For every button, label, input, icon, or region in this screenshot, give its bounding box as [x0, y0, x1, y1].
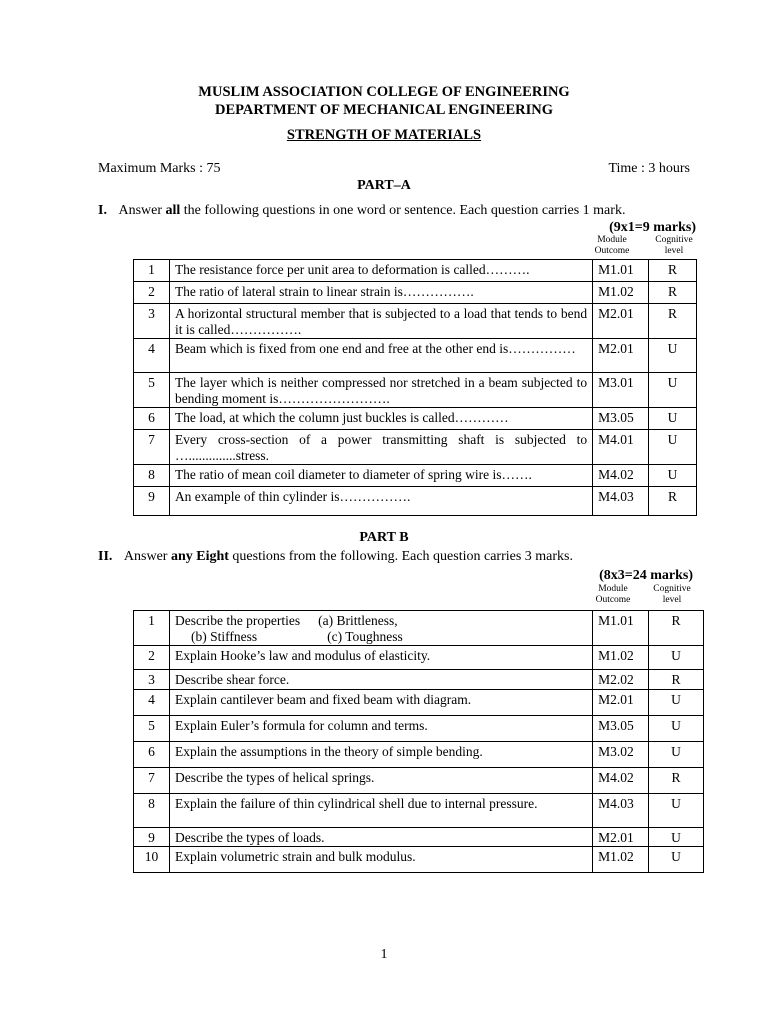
- table-row: [134, 715, 704, 741]
- module-outcome: M4.03: [593, 487, 649, 516]
- question-number: 9: [134, 827, 170, 847]
- table-row: [134, 282, 697, 304]
- table-row: [134, 487, 697, 516]
- table-row: [134, 408, 697, 430]
- question-text: A horizontal structural member that is subjected to a load that tends to bend it is called…………….: [169, 304, 592, 339]
- question-number: 2: [134, 646, 170, 670]
- table-row: [134, 847, 704, 873]
- page-number: 1: [380, 947, 388, 962]
- question-number: 5: [134, 373, 170, 408]
- part-b-col-cognitive: Cognitive level: [653, 584, 691, 605]
- question-text: The layer which is neither compressed nor stretched in a beam subjected to bending moment is…………………….: [169, 373, 592, 408]
- question-text: Explain cantilever beam and fixed beam with diagram.: [169, 689, 592, 715]
- question-text: Describe the types of helical springs.: [169, 767, 592, 793]
- question-number: 8: [134, 793, 170, 827]
- question-text: Describe the types of loads.: [169, 827, 592, 847]
- cognitive-level: U: [649, 430, 697, 465]
- table-row: [134, 339, 697, 373]
- module-outcome: M1.01: [593, 611, 649, 646]
- part-a-instruction: I. Answer all the following questions in one word or sentence. Each question carries 1 mark.: [98, 203, 626, 218]
- module-outcome: M2.02: [593, 670, 649, 690]
- department-name: DEPARTMENT OF MECHANICAL ENGINEERING: [215, 102, 553, 118]
- question-number: 1: [134, 611, 170, 646]
- part-a-col-module: Module Outcome: [594, 235, 630, 256]
- question-number: 1: [134, 260, 170, 282]
- table-row: [134, 827, 704, 847]
- module-outcome: M2.01: [593, 304, 649, 339]
- table-row: [134, 767, 704, 793]
- part-b-title: PART B: [359, 530, 409, 545]
- cognitive-level: U: [649, 793, 704, 827]
- cognitive-level: U: [649, 847, 704, 873]
- cognitive-level: U: [649, 646, 704, 670]
- question-text: Explain Hooke’s law and modulus of elasticity.: [169, 646, 592, 670]
- cognitive-level: U: [649, 408, 697, 430]
- table-row: [134, 793, 704, 827]
- question-number: 4: [134, 689, 170, 715]
- question-text: Describe the properties (a) Brittleness, (b) Stiffness (c) Toughness: [169, 611, 592, 646]
- exam-time: Time : 3 hours: [608, 161, 690, 176]
- cognitive-level: R: [649, 487, 697, 516]
- module-outcome: M3.01: [593, 373, 649, 408]
- table-row: [134, 741, 704, 767]
- module-outcome: M1.02: [593, 282, 649, 304]
- max-marks: Maximum Marks : 75: [98, 161, 221, 176]
- table-row: [134, 430, 697, 465]
- question-number: 3: [134, 304, 170, 339]
- question-number: 2: [134, 282, 170, 304]
- module-outcome: M3.02: [593, 741, 649, 767]
- part-a-marks: (9x1=9 marks): [609, 220, 696, 235]
- cognitive-level: U: [649, 715, 704, 741]
- question-number: 6: [134, 408, 170, 430]
- table-row: [134, 689, 704, 715]
- part-b-table: [133, 610, 704, 873]
- table-row: [134, 304, 697, 339]
- part-b-col-module: Module Outcome: [595, 584, 631, 605]
- question-text: Beam which is fixed from one end and free at the other end is……………: [169, 339, 592, 373]
- cognitive-level: U: [649, 339, 697, 373]
- module-outcome: M1.02: [593, 847, 649, 873]
- question-number: 8: [134, 465, 170, 487]
- question-text: Explain the assumptions in the theory of simple bending.: [169, 741, 592, 767]
- table-row: [134, 260, 697, 282]
- module-outcome: M4.03: [593, 793, 649, 827]
- question-number: 3: [134, 670, 170, 690]
- part-a-table: [133, 259, 697, 516]
- module-outcome: M4.02: [593, 767, 649, 793]
- cognitive-level: U: [649, 827, 704, 847]
- cognitive-level: R: [649, 304, 697, 339]
- question-text: Explain Euler’s formula for column and terms.: [169, 715, 592, 741]
- part-b-instruction: II. Answer any Eight questions from the following. Each question carries 3 marks.: [98, 549, 574, 564]
- question-text: The load, at which the column just buckles is called…………: [169, 408, 592, 430]
- table-row: [134, 465, 697, 487]
- cognitive-level: U: [649, 741, 704, 767]
- part-a-title: PART–A: [357, 178, 411, 193]
- cognitive-level: R: [649, 282, 697, 304]
- module-outcome: M2.01: [593, 827, 649, 847]
- part-b-marks: (8x3=24 marks): [599, 568, 693, 583]
- part-b-roman: II.: [98, 549, 113, 564]
- subject-title: STRENGTH OF MATERIALS: [286, 127, 482, 143]
- module-outcome: M3.05: [593, 715, 649, 741]
- part-a-roman: I.: [98, 203, 107, 218]
- module-outcome: M3.05: [593, 408, 649, 430]
- question-text: Explain volumetric strain and bulk modulus.: [169, 847, 592, 873]
- question-number: 5: [134, 715, 170, 741]
- cognitive-level: R: [649, 260, 697, 282]
- table-row: [134, 670, 704, 690]
- table-row: [134, 646, 704, 670]
- question-text: The ratio of mean coil diameter to diameter of spring wire is…….: [169, 465, 592, 487]
- module-outcome: M1.01: [593, 260, 649, 282]
- question-number: 7: [134, 767, 170, 793]
- module-outcome: M1.02: [593, 646, 649, 670]
- cognitive-level: R: [649, 670, 704, 690]
- question-number: 6: [134, 741, 170, 767]
- cognitive-level: R: [649, 767, 704, 793]
- module-outcome: M4.02: [593, 465, 649, 487]
- cognitive-level: U: [649, 465, 697, 487]
- college-name: MUSLIM ASSOCIATION COLLEGE OF ENGINEERING: [198, 84, 570, 100]
- table-row: [134, 611, 704, 646]
- question-number: 7: [134, 430, 170, 465]
- question-number: 10: [134, 847, 170, 873]
- question-text: Explain the failure of thin cylindrical shell due to internal pressure.: [169, 793, 592, 827]
- table-row: [134, 373, 697, 408]
- module-outcome: M2.01: [593, 339, 649, 373]
- question-text: Every cross-section of a power transmitting shaft is subjected to …..............stress.: [169, 430, 592, 465]
- cognitive-level: U: [649, 689, 704, 715]
- cognitive-level: R: [649, 611, 704, 646]
- question-number: 4: [134, 339, 170, 373]
- question-text: The ratio of lateral strain to linear strain is…………….: [169, 282, 592, 304]
- question-text: Describe shear force.: [169, 670, 592, 690]
- question-text: An example of thin cylinder is…………….: [169, 487, 592, 516]
- part-a-col-cognitive: Cognitive level: [655, 235, 693, 256]
- module-outcome: M4.01: [593, 430, 649, 465]
- module-outcome: M2.01: [593, 689, 649, 715]
- question-text: The resistance force per unit area to deformation is called……….: [169, 260, 592, 282]
- question-number: 9: [134, 487, 170, 516]
- cognitive-level: U: [649, 373, 697, 408]
